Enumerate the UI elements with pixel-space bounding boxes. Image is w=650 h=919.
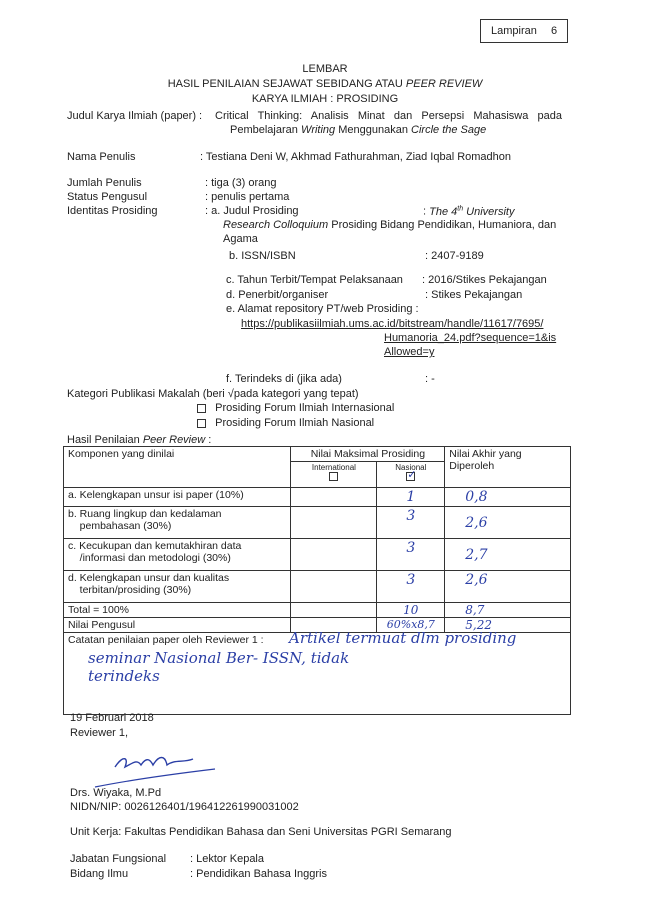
total-score: 8,7: [445, 603, 571, 618]
reviewer-label: Reviewer 1,: [70, 727, 129, 739]
identitas-b-label: b. ISSN/ISBN: [229, 250, 296, 262]
repository-url-line2[interactable]: Humanoria_24.pdf?sequence=1&is: [384, 332, 557, 344]
status-label: Status Pengusul: [67, 191, 148, 203]
header-nilai-akhir: Nilai Akhir yang Diperoleh: [445, 447, 571, 488]
pengusul-max: 60%x8,7: [377, 618, 445, 633]
jumlah-value: : tiga (3) orang: [205, 177, 277, 189]
row-d-label: d. Kelengkapan unsur dan kualitas terbitan/prosiding (30%): [64, 571, 291, 603]
repository-url-line3[interactable]: Allowed=y: [384, 346, 435, 358]
row-b-score: 2,6: [445, 507, 571, 539]
row-b-label: b. Ruang lingkup dan kedalaman pembahasan (30%): [64, 507, 291, 539]
row-a-score: 0,8: [445, 488, 571, 507]
row-a-label: a. Kelengkapan unsur isi paper (10%): [64, 488, 291, 507]
lampiran-number: 6: [551, 25, 558, 37]
kategori-option-internasional[interactable]: Prosiding Forum Ilmiah Internasional: [197, 402, 394, 414]
identitas-b-value: : 2407-9189: [425, 250, 484, 262]
row-c-score: 2,7: [445, 539, 571, 571]
jabatan-label: Jabatan Fungsional: [70, 853, 167, 865]
catatan-label: Catatan penilaian paper oleh Reviewer 1 :: [68, 634, 264, 646]
jabatan-value: : Lektor Kepala: [190, 853, 264, 865]
row-d-score: 2,6: [445, 571, 571, 603]
bidang-value: : Pendidikan Bahasa Inggris: [190, 868, 327, 880]
identitas-a-line2: Research Colloquium Prosiding Bidang Pendidikan, Humaniora, dan: [223, 219, 557, 231]
hasil-label: Hasil Penilaian Peer Review :: [67, 434, 212, 446]
status-value: : penulis pertama: [205, 191, 290, 203]
catatan-handwriting-2: seminar Nasional Ber- ISSN, tidak: [88, 649, 350, 667]
checkbox-nasional[interactable]: [197, 419, 206, 428]
pengusul-score: 5,22: [445, 618, 571, 633]
identitas-a-value: : The 4th University: [423, 205, 515, 218]
nama-label: Nama Penulis: [67, 151, 136, 163]
identitas-c-label: c. Tahun Terbit/Tempat Pelaksanaan: [226, 274, 403, 286]
review-table: [63, 446, 571, 715]
identitas-a-line3: Agama: [223, 233, 258, 245]
header-international: International: [291, 462, 377, 488]
header-komponen: Komponen yang dinilai: [64, 447, 291, 488]
lampiran-label: Lampiran: [491, 25, 537, 37]
catatan-handwriting-1: Artikel termuat dlm prosiding: [289, 629, 517, 647]
signature-date: 19 Februari 2018: [70, 712, 154, 724]
row-c-label: c. Kecukupan dan kemutakhiran data /informasi dan metodologi (30%): [64, 539, 291, 571]
identitas-d-value: : Stikes Pekajangan: [425, 289, 523, 301]
reviewer-nidn: NIDN/NIP: 0026126401/196412261990031002: [70, 801, 299, 813]
row-a-max: 1: [377, 488, 445, 507]
checkbox-international-table[interactable]: [329, 472, 338, 481]
kategori-label: Kategori Publikasi Makalah (beri √pada kategori yang tepat): [67, 388, 359, 400]
catatan-cell: [64, 629, 571, 715]
judul-label: Judul Karya Ilmiah (paper) :: [67, 110, 203, 122]
title-line3: KARYA ILMIAH : PROSIDING: [251, 93, 399, 105]
title-line2: HASIL PENILAIAN SEJAWAT SEBIDANG ATAU PEER REVIEW: [167, 78, 483, 90]
header-nasional: Nasional ✓: [377, 462, 445, 488]
checkbox-internasional[interactable]: [197, 404, 206, 413]
title-line1: LEMBAR: [302, 63, 348, 75]
identitas-d-label: d. Penerbit/organiser: [226, 289, 329, 301]
bidang-label: Bidang Ilmu: [70, 868, 129, 880]
checkbox-nasional-table-checked[interactable]: ✓: [407, 469, 417, 482]
repository-url-line1[interactable]: https://publikasiilmiah.ums.ac.id/bitstream/handle/11617/7695/: [241, 318, 544, 330]
row-b-max: 3: [377, 507, 445, 539]
identitas-f-value: : -: [425, 373, 435, 385]
identitas-a-label: : a. Judul Prosiding: [205, 205, 299, 217]
identitas-f-label: f. Terindeks di (jika ada): [226, 373, 342, 385]
identitas-c-value: : 2016/Stikes Pekajangan: [422, 274, 547, 286]
judul-line2: Pembelajaran Writing Menggunakan Circle the Sage: [230, 124, 487, 136]
total-label: Total = 100%: [64, 603, 291, 618]
kategori-option-nasional[interactable]: Prosiding Forum Ilmiah Nasional: [197, 417, 374, 429]
pengusul-label: Nilai Pengusul: [64, 618, 291, 633]
lampiran-box: [480, 19, 568, 43]
unit-kerja: Unit Kerja: Fakultas Pendidikan Bahasa dan Seni Universitas PGRI Semarang: [70, 826, 452, 838]
identitas-e-label: e. Alamat repository PT/web Prosiding :: [226, 303, 419, 315]
reviewer-name: Drs. Wiyaka, M.Pd: [70, 787, 162, 799]
catatan-handwriting-3: terindeks: [88, 667, 160, 685]
row-c-max: 3: [377, 539, 445, 571]
header-nilai-maks: Nilai Maksimal Prosiding: [291, 447, 445, 462]
row-d-max: 3: [377, 571, 445, 603]
nama-value: : Testiana Deni W, Akhmad Fathurahman, Ziad Iqbal Romadhon: [200, 151, 512, 163]
judul-line1: Critical Thinking: Analisis Minat dan Persepsi Mahasiswa pada: [215, 110, 562, 122]
jumlah-label: Jumlah Penulis: [67, 177, 142, 189]
identitas-label: Identitas Prosiding: [67, 205, 158, 217]
total-max: 10: [377, 603, 445, 618]
